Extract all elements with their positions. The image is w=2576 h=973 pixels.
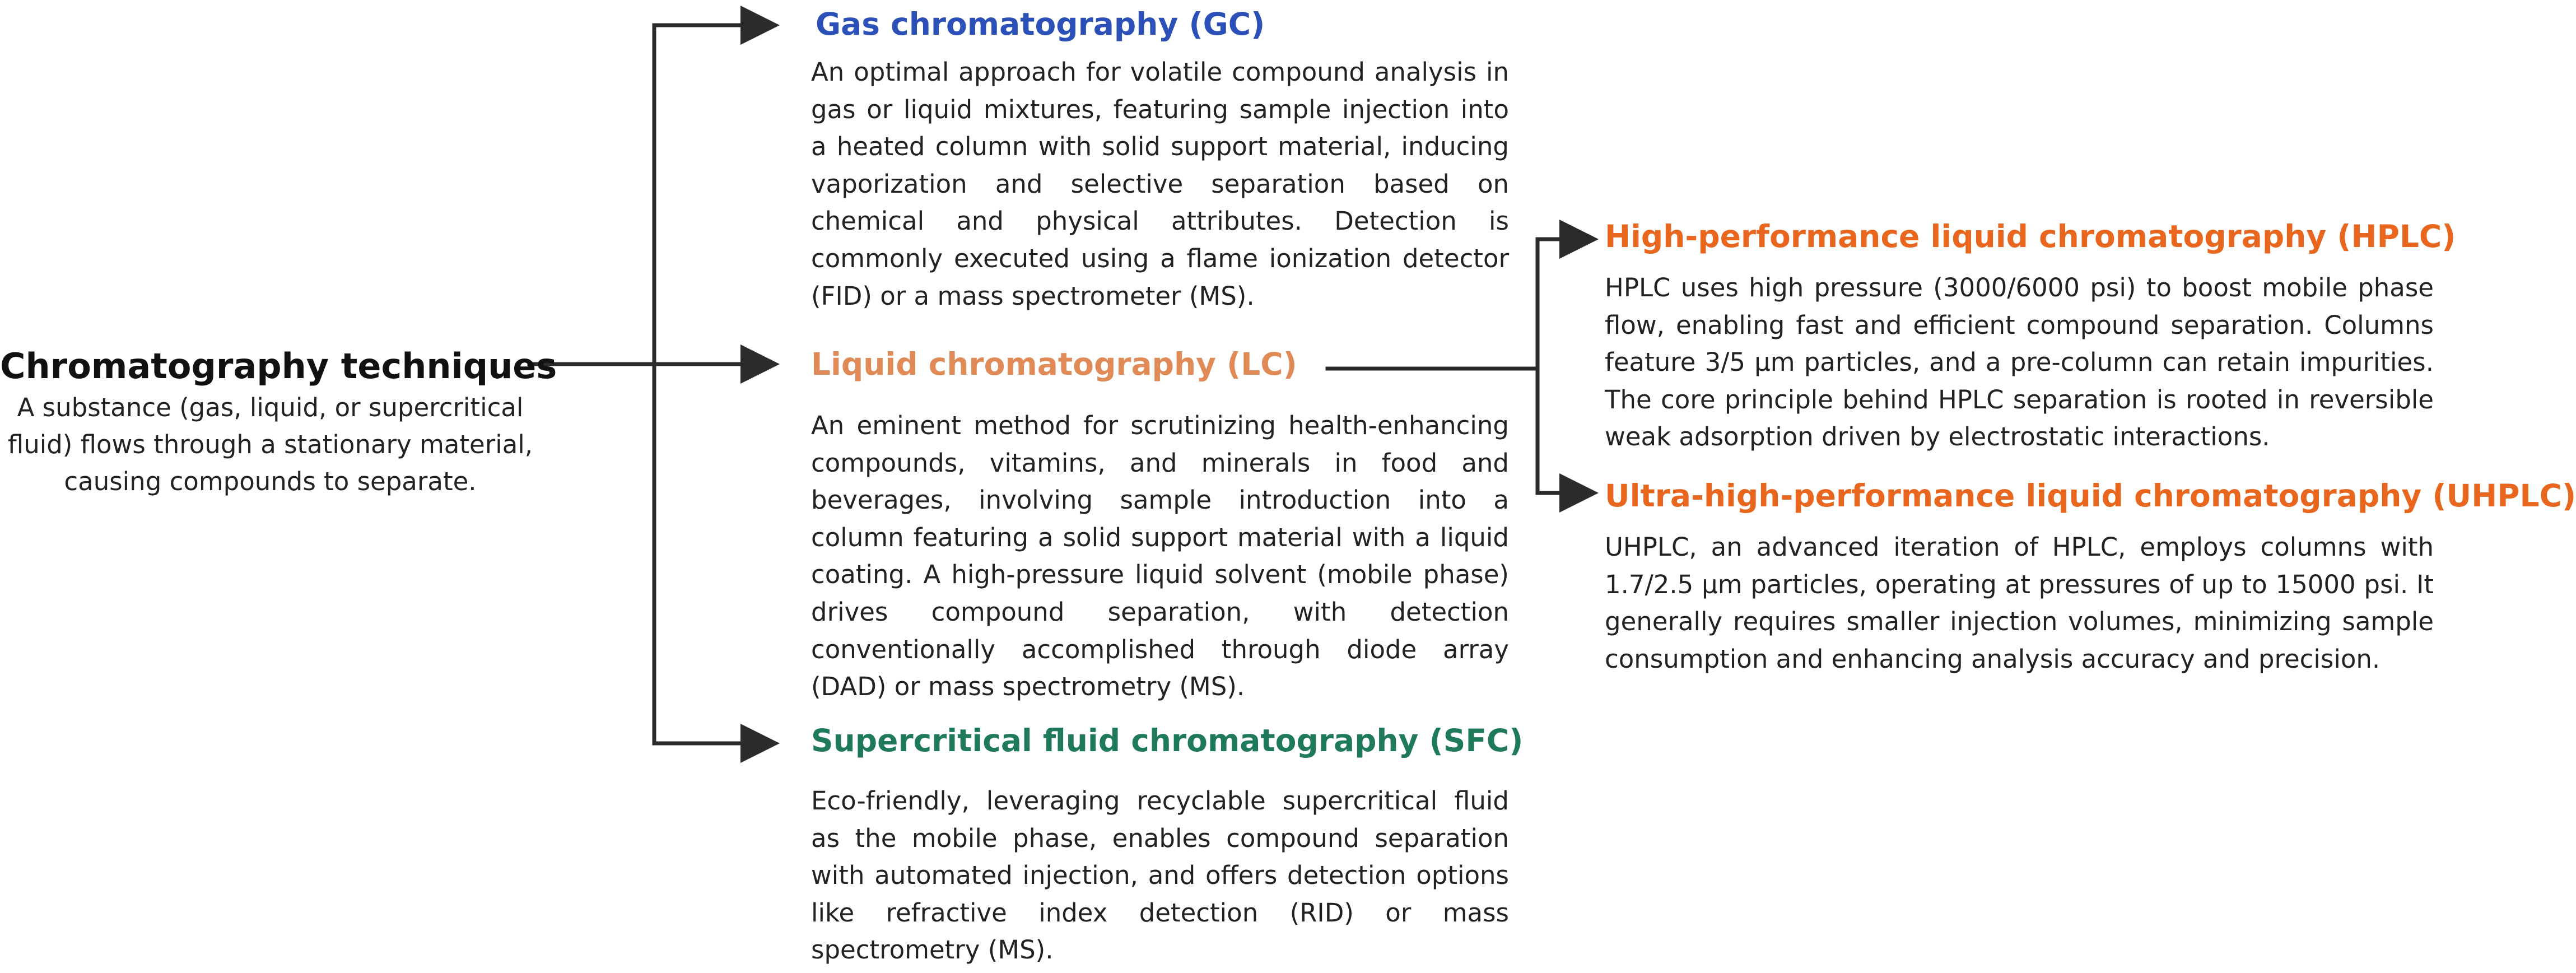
- root-title: Chromatography techniques: [0, 346, 557, 387]
- uhplc-description: UHPLC, an advanced iteration of HPLC, employs columns with 1.7/2.5 μm particles, operating at pressures of up to 15000 psi. It generally requires smaller injection volumes, minimizing sample consumption and enhancing analysis accuracy and precision.: [1605, 532, 2434, 674]
- uhplc-title: Ultra-high-performance liquid chromatography (UHPLC): [1605, 478, 2576, 514]
- sfc-node: [811, 721, 1524, 969]
- gc-title: Gas chromatography (GC): [816, 6, 1265, 42]
- sfc-description: Eco-friendly, leveraging recyclable supercritical fluid as the mobile phase, enables compound separation with automated injection, and offers detection options like refractive index detection (RID) or mass spectrometry (MS).: [811, 786, 1509, 965]
- lc-node: [811, 344, 1509, 706]
- lc-description: An eminent method for scrutinizing health-enhancing compounds, vitamins, and minerals in food and beverages, involving sample introduction into a column featuring a solid support material with a liquid coating. A high-pressure liquid solvent (mobile phase) drives compound separation, with detection conventionally accomplished through diode array (DAD) or mass spectrometry (MS).: [811, 411, 1509, 702]
- hplc-title: High-performance liquid chromatography (HPLC): [1605, 218, 2456, 254]
- hplc-description: HPLC uses high pressure (3000/6000 psi) to boost mobile phase flow, enabling fast and efficient compound separation. Columns feature 3/5 μm particles, and a pre-column can retain impurities. The core principle behind HPLC separation is rooted in reversible weak adsorption driven by electrostatic interactions.: [1605, 273, 2434, 452]
- hplc-node: [1605, 217, 2456, 456]
- uhplc-node: [1605, 476, 2576, 678]
- lc-title: Liquid chromatography (LC): [811, 346, 1297, 382]
- root-node: [0, 344, 557, 500]
- gc-node: [811, 4, 1509, 315]
- root-description: A substance (gas, liquid, or supercritical fluid) flows through a stationary material, causing compounds to separate.: [7, 393, 533, 496]
- sfc-title: Supercritical fluid chromatography (SFC): [811, 723, 1524, 758]
- gc-description: An optimal approach for volatile compound analysis in gas or liquid mixtures, featuring sample injection into a heated column with solid support material, inducing vaporization and selective separation based on chemical and physical attributes. Detection is commonly executed using a flame ionization detector (FID) or a mass spectrometer (MS).: [811, 57, 1509, 311]
